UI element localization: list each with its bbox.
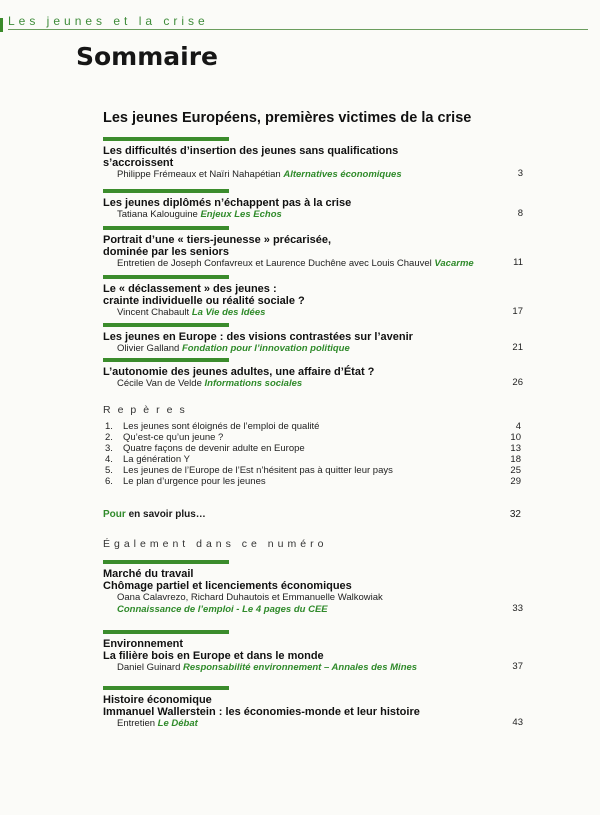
article-title-line: Les difficultés d’insertion des jeunes sans qualifications <box>103 145 399 157</box>
green-rule <box>103 189 229 193</box>
article-byline <box>103 718 523 730</box>
further-reading-link[interactable] <box>103 509 521 520</box>
reperes-list <box>105 421 521 487</box>
green-rule <box>103 137 229 141</box>
green-rule <box>103 358 229 362</box>
article-source[interactable]: Informations sociales <box>204 378 303 389</box>
reperes-number: 2. <box>105 432 113 443</box>
page-number: 3 <box>517 168 523 179</box>
article-entry[interactable] <box>103 358 523 390</box>
article-source[interactable]: Enjeux Les Echos <box>200 209 282 220</box>
reperes-number: 6. <box>105 476 113 487</box>
article-title-line: Le « déclassement » des jeunes : <box>103 283 277 295</box>
green-rule <box>103 226 229 230</box>
article-source[interactable]: Le Débat <box>157 718 198 729</box>
reperes-number: 4. <box>105 454 113 465</box>
article-authors: Tatiana Kalouguine <box>117 209 198 220</box>
other-article-entry[interactable] <box>103 630 523 674</box>
reperes-text: Le plan d’urgence pour les jeunes <box>123 476 266 487</box>
article-byline <box>103 378 523 390</box>
article-title-line: L’autonomie des jeunes adultes, une affaire d’État ? <box>103 366 375 378</box>
article-source[interactable]: Alternatives économiques <box>283 169 402 180</box>
article-entry[interactable] <box>103 226 523 270</box>
page-number: 26 <box>512 377 523 388</box>
article-byline <box>103 307 523 319</box>
reperes-item[interactable] <box>105 476 521 487</box>
article-rubric: Marché du travail <box>103 568 194 580</box>
page-number: 18 <box>510 454 521 465</box>
header-rule <box>8 29 588 30</box>
other-article-entry[interactable] <box>103 686 523 730</box>
section-title: Les jeunes Européens, premières victimes de la crise <box>103 110 472 126</box>
page-number: 25 <box>510 465 521 476</box>
article-authors: Entretien <box>117 718 156 729</box>
page-number: 4 <box>515 421 521 432</box>
reperes-text: Quatre façons de devenir adulte en Europe <box>123 443 305 454</box>
article-title-line: dominée par les seniors <box>103 246 229 258</box>
page-title: Sommaire <box>76 42 219 71</box>
page-number: 33 <box>512 603 523 614</box>
article-source[interactable]: Responsabilité environnement – Annales des Mines <box>183 662 418 673</box>
page-number: 13 <box>510 443 521 454</box>
page-number: 21 <box>512 342 523 353</box>
reperes-item[interactable] <box>105 454 521 465</box>
article-authors: Oana Calavrezo, Richard Duhautois et Emmanuelle Walkowiak <box>117 592 383 603</box>
article-authors: Entretien de Joseph Confavreux et Laurence Duchêne avec Louis Chauvel <box>117 258 432 269</box>
article-rubric: Histoire économique <box>103 694 212 706</box>
article-title-line: Chômage partiel et licenciements économiques <box>103 580 352 592</box>
green-rule <box>103 630 229 634</box>
article-title-line: s’accroissent <box>103 157 174 169</box>
reperes-item[interactable] <box>105 432 521 443</box>
reperes-number: 3. <box>105 443 113 454</box>
article-byline <box>103 209 523 221</box>
further-reading-accent: Pour <box>103 509 126 520</box>
article-title-line: Les jeunes diplômés n’échappent pas à la crise <box>103 197 352 209</box>
green-rule <box>103 560 229 564</box>
article-byline <box>103 258 523 270</box>
reperes-item[interactable] <box>105 443 521 454</box>
other-article-entry[interactable] <box>103 560 523 616</box>
green-rule <box>103 323 229 327</box>
page-number: 10 <box>510 432 521 443</box>
article-title-line: Les jeunes en Europe : des visions contrastées sur l’avenir <box>103 331 413 343</box>
article-entry[interactable] <box>103 137 523 181</box>
article-byline <box>103 662 523 674</box>
article-authors: Olivier Galland <box>117 343 180 354</box>
also-in-issue-heading: Également dans ce numéro <box>103 538 328 550</box>
green-rule <box>103 275 229 279</box>
page-number: 8 <box>517 208 523 219</box>
article-authors: Daniel Guinard <box>117 662 181 673</box>
header-accent-mark <box>0 18 3 32</box>
article-source[interactable]: Connaissance de l’emploi - Le 4 pages du CEE <box>117 604 328 615</box>
article-title-line: La filière bois en Europe et dans le monde <box>103 650 324 662</box>
article-entry[interactable] <box>103 323 523 355</box>
reperes-text: Les jeunes de l’Europe de l’Est n’hésitent pas à quitter leur pays <box>123 465 393 476</box>
article-authors: Philippe Frémeaux et Naïri Nahapétian <box>117 169 281 180</box>
article-authors: Vincent Chabault <box>117 307 190 318</box>
page-number: 29 <box>510 476 521 487</box>
reperes-heading: Repères <box>103 404 192 416</box>
article-title-line: Immanuel Wallerstein : les économies-monde et leur histoire <box>103 706 420 718</box>
article-source[interactable]: La Vie des Idées <box>191 307 266 318</box>
further-reading-label: en savoir plus… <box>128 509 206 520</box>
reperes-text: La génération Y <box>123 454 190 465</box>
page-number: 11 <box>513 257 523 268</box>
running-head: Les jeunes et la crise <box>8 14 209 28</box>
page-number: 17 <box>512 306 523 317</box>
article-rubric: Environnement <box>103 638 184 650</box>
article-title-line: Portrait d’une « tiers-jeunesse » précarisée, <box>103 234 332 246</box>
article-source[interactable]: Fondation pour l’innovation politique <box>181 343 350 354</box>
reperes-item[interactable] <box>105 465 521 476</box>
article-byline <box>103 343 523 355</box>
article-byline <box>103 169 523 181</box>
article-source[interactable]: Vacarme <box>434 258 474 269</box>
page-number: 43 <box>512 717 523 728</box>
reperes-text: Qu’est-ce qu’un jeune ? <box>123 432 224 443</box>
article-byline <box>103 604 523 616</box>
reperes-number: 1. <box>105 421 113 432</box>
reperes-text: Les jeunes sont éloignés de l’emploi de qualité <box>123 421 320 432</box>
reperes-item[interactable] <box>105 421 521 432</box>
article-entry[interactable] <box>103 189 523 221</box>
article-authors: Cécile Van de Velde <box>117 378 202 389</box>
reperes-number: 5. <box>105 465 113 476</box>
page-number: 37 <box>512 661 523 672</box>
article-title-line: crainte individuelle ou réalité sociale ? <box>103 295 305 307</box>
page-number: 32 <box>509 509 521 520</box>
green-rule <box>103 686 229 690</box>
article-entry[interactable] <box>103 275 523 319</box>
